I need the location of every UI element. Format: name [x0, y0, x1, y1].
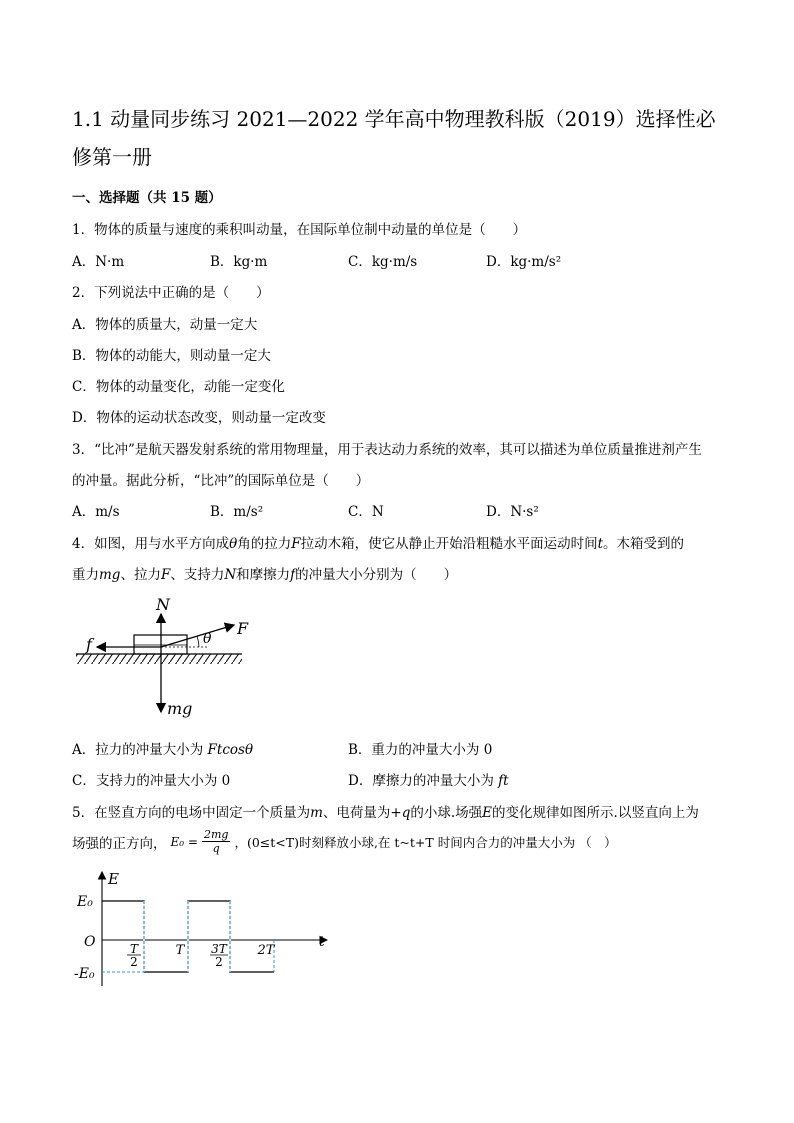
q4-option-d[interactable]: D．摩擦力的冲量大小为 ft — [348, 773, 509, 789]
q2-stem: 2．下列说法中正确的是（ ） — [72, 285, 270, 301]
force-diagram — [72, 592, 262, 722]
q2-option-c[interactable]: C．物体的动量变化，动能一定变化 — [72, 379, 285, 395]
q3-option-c[interactable]: C．N — [348, 504, 384, 520]
q1-option-d[interactable]: D．kg·m/s² — [486, 254, 562, 270]
q4-stem-line1: 4．如图，用与水平方向成θ角的拉力F拉动木箱，使它从静止开始沿粗糙水平面运动时间t。木箱受到的 — [72, 536, 685, 552]
q4-option-b[interactable]: B．重力的冲量大小为 0 — [348, 742, 493, 758]
label-origin: O — [84, 934, 96, 950]
q1-option-c[interactable]: C．kg·m/s — [348, 254, 418, 270]
label-t-axis: t — [319, 934, 325, 950]
q2-option-d[interactable]: D．物体的运动状态改变，则动量一定改变 — [72, 410, 326, 426]
tick-3t-half-num: 3T — [211, 942, 227, 956]
tick-t: T — [175, 943, 185, 958]
q1-option-b[interactable]: B．kg·m — [210, 254, 268, 270]
pull-force-arrow — [161, 625, 234, 647]
tick-t-half-den: 2 — [130, 955, 138, 969]
label-f: f — [86, 635, 92, 654]
q4-option-c[interactable]: C．支持力的冲量大小为 0 — [72, 773, 231, 789]
label-N: N — [156, 595, 170, 614]
label-mg: mg — [167, 699, 193, 718]
q3-option-b[interactable]: B．m/s² — [210, 504, 264, 520]
label-E0: E₀ — [77, 894, 93, 910]
q2-option-b[interactable]: B．物体的动能大，则动量一定大 — [72, 348, 271, 364]
q5-stem-line2: 场强的正方向， E₀ = $\frac{2mg}{q}$ ，(0≤t<T)时刻释放小球,在 t~t+T 时间内合力的冲量大小为 （ ） — [72, 828, 617, 855]
tick-t-half-num: T — [129, 942, 139, 956]
q3-stem-line1: 3．“比冲”是航天器发射系统的常用物理量，用于表达动力系统的效率，其可以描述为单位质量推进剂产生 — [72, 442, 702, 458]
q3-stem-line2: 的冲量。据此分析，“比冲”的国际单位是（ ） — [72, 473, 370, 489]
q1-stem: 1．物体的质量与速度的乘积叫动量，在国际单位制中动量的单位是（ ） — [72, 222, 527, 238]
label-neg-E0: -E₀ — [74, 966, 95, 982]
q3-option-a[interactable]: A．m/s — [72, 504, 120, 520]
tick-3t-half-den: 2 — [215, 955, 223, 969]
page-title: 1.1 动量同步练习 2021—2022 学年高中物理教科版（2019）选择性必修第一册 — [72, 107, 716, 169]
field-graph — [72, 866, 342, 991]
tick-2t: 2T — [257, 943, 275, 958]
label-F: F — [237, 619, 249, 638]
label-theta: θ — [203, 631, 212, 647]
q4-option-a[interactable]: A．拉力的冲量大小为 Ftcosθ — [72, 742, 254, 758]
q4-stem-line2: 重力mg、拉力F、支持力N和摩擦力f的冲量大小分别为（ ） — [72, 567, 458, 583]
section-heading: 一、选择题（共 15 题） — [72, 190, 222, 206]
ground-hatch — [76, 654, 242, 664]
q1-option-a[interactable]: A．N·m — [72, 254, 125, 270]
q2-option-a[interactable]: A．物体的质量大，动量一定大 — [72, 317, 258, 333]
label-E-axis: E — [108, 870, 119, 888]
eq-lhs: E₀ = — [170, 834, 198, 849]
q3-option-d[interactable]: D．N·s² — [486, 504, 539, 520]
q5-stem-line1: 5．在竖直方向的电场中固定一个质量为m、电荷量为+q的小球.场强E的变化规律如图所示.以竖直向上为 — [72, 805, 699, 821]
angle-arc — [197, 636, 199, 647]
eq-fraction: $\frac{2mg}{q}$ — [203, 828, 229, 855]
